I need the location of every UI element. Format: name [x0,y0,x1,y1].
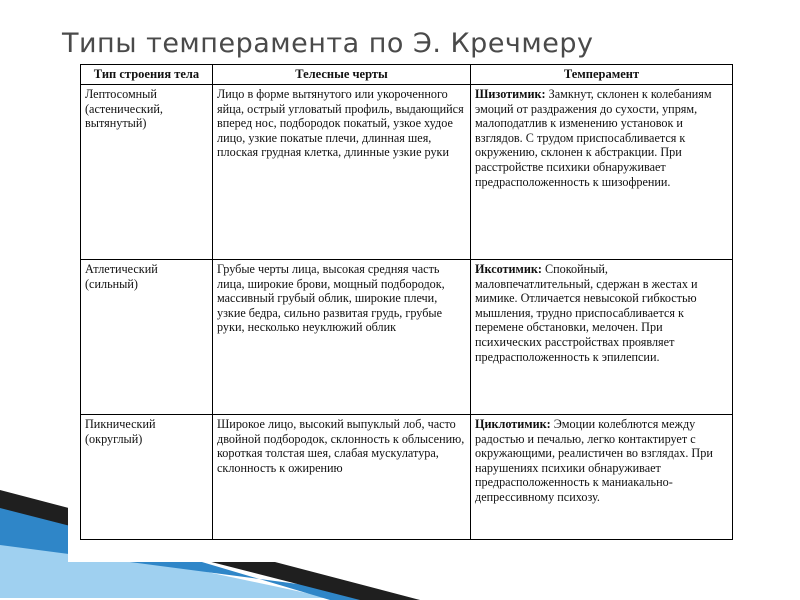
table-row [81,85,733,260]
table-row [81,415,733,540]
header-temperament: Темперамент [471,65,733,85]
header-body-type: Тип строения тела [81,65,213,85]
page-title: Типы темперамента по Э. Кречмеру [62,28,594,59]
body-traits-cell: Грубые черты лица, высокая средняя часть лица, широкие брови, мощный подбородок, массивный грубый облик, широкие плечи, узкие бедра, сильно развитая грудь, грубые руки, несколько неуклюжий облик [213,260,471,415]
body-type-cell: Пикнический (округлый) [81,415,213,540]
temperament-description: Эмоции колеблются между радостью и печалью, легко контактирует с окружающими, реалистичен во взглядах. При нарушениях психики обнаруживает предрасположенность к маниакально-депрессивному психозу. [475,417,713,504]
temperament-cell [471,85,733,260]
temperament-term: Циклотимик: [475,417,551,431]
temperament-cell [471,415,733,540]
table-header-row [81,65,733,85]
body-traits-cell: Широкое лицо, высокий выпуклый лоб, часто двойной подбородок, склонность к облысению, короткая толстая шея, слабая мускулатура, склонность к ожирению [213,415,471,540]
header-body-traits: Телесные черты [213,65,471,85]
temperament-description: Замкнут, склонен к колебаниям эмоций от раздражения до сухости, упрям, малоподатлив к изменению установок и взглядов. С трудом приспосабливается к окружению, склонен к абстракции. При расстройстве психики обнаруживает предрасположенность к шизофрении. [475,87,712,189]
body-type-cell: Атлетический (сильный) [81,260,213,415]
body-type-cell: Лептосомный (астенический, вытянутый) [81,85,213,260]
body-traits-cell: Лицо в форме вытянутого или укороченного яйца, острый угловатый профиль, выдающийся вперед нос, подбородок покатый, узкое худое лицо, узкие покатые плечи, длинная шея, плоская грудная клетка, длинные узкие руки [213,85,471,260]
temperament-term: Шизотимик: [475,87,546,101]
temperament-description: Спокойный, маловпечатлительный, сдержан в жестах и мимике. Отличается невысокой гибкостью мышления, трудно приспосабливается к перемене обстановки, мелочен. При психических расстройствах проявляет предрасположенность к эпилепсии. [475,262,698,364]
temperament-term: Иксотимик: [475,262,542,276]
table-row [81,260,733,415]
temperament-cell [471,260,733,415]
temperament-table [80,64,733,540]
